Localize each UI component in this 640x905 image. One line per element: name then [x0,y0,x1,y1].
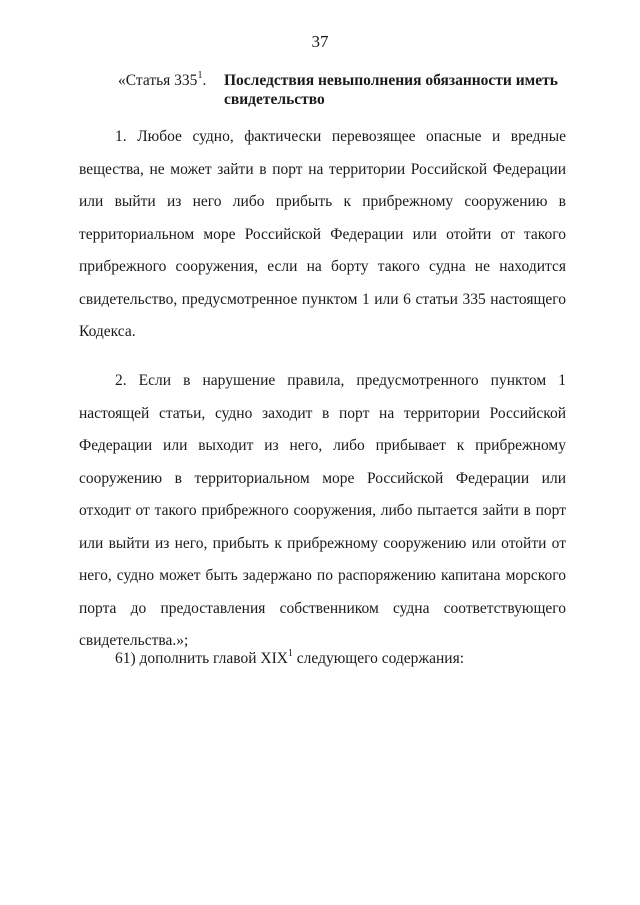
paragraph-3-superscript: 1 [287,647,293,659]
paragraph-3 [79,643,566,676]
article-title: Последствия невыполнения обязанности иметь свидетельство [224,72,558,108]
paragraph-1: 1. Любое судно, фактически перевозящее опасные и вредные вещества, не может зайти в порт на территории Российской Федерации или выйти из него либо прибыть к прибрежному сооружению в территориальном море Российской Федерации или отойти от такого прибрежного сооружения, если на борту такого судна не находится свидетельство, предусмотренное пунктом 1 или 6 статьи 335 настоящего Кодекса. [79,128,566,340]
page-number: 37 [311,32,329,51]
paragraph-3-text: 61) дополнить главой XIX [115,650,288,667]
article-label-text: «Статья 335 [118,72,198,89]
paragraph-2: 2. Если в нарушение правила, предусмотренного пунктом 1 настоящей статьи, судно заходит в порт на территории Российской Федерации или выходит из него, либо прибывает к прибрежному сооружению в территориальном море Российской Федерации или отходит от такого прибрежного сооружения, либо пытается зайти в порт или выйти из него, прибыть к прибрежному сооружению или отойти от него, судно может быть задержано по распоряжению капитана морского порта до предоставления собственником судна соответствующего свидетельства.»; [79,372,566,649]
article-label [118,71,206,90]
paragraph-3-suffix: следующего содержания: [292,650,465,667]
article-label-suffix: . [202,72,207,89]
article-label-superscript: 1 [197,69,203,81]
